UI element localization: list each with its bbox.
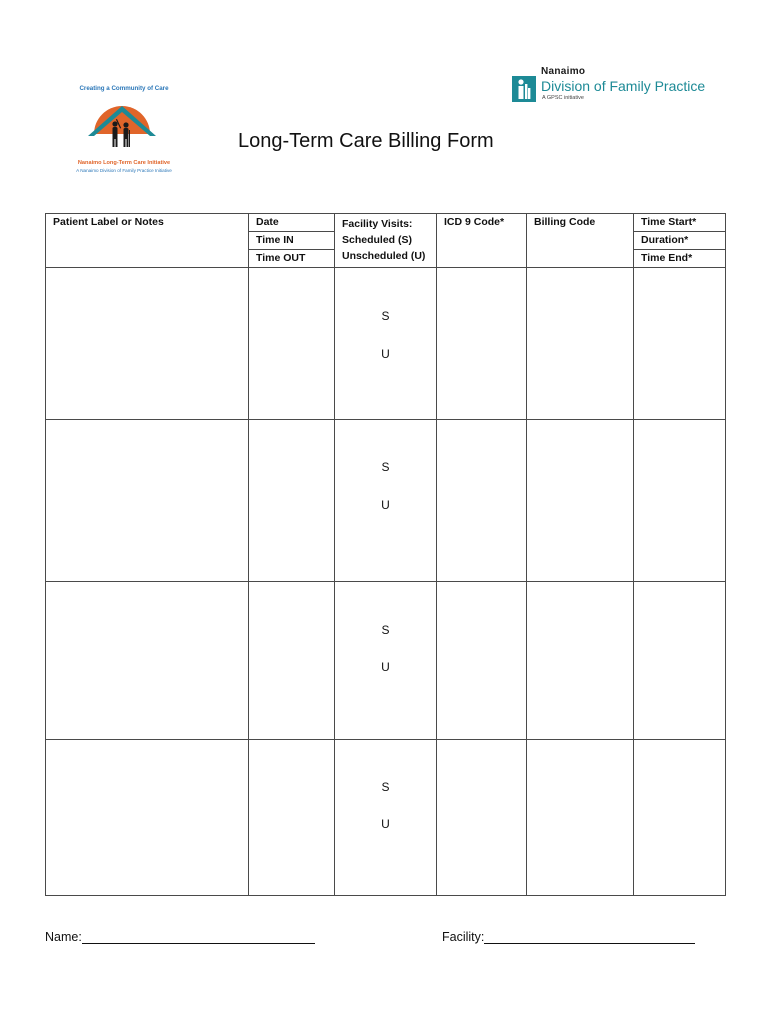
icd9-code-cell[interactable] bbox=[437, 420, 527, 582]
table-header-row bbox=[46, 214, 726, 268]
logo-division-sub: A GPSC initiative bbox=[542, 95, 584, 101]
patient-notes-cell[interactable] bbox=[46, 740, 249, 896]
scheduled-option[interactable]: S bbox=[381, 309, 390, 323]
header-facility-visits bbox=[335, 214, 437, 268]
facility-input-line[interactable] bbox=[484, 929, 695, 944]
unscheduled-option[interactable]: U bbox=[381, 817, 390, 831]
header-time-start: Time Start* bbox=[641, 216, 697, 228]
table-row bbox=[46, 420, 726, 582]
header-billing-code: Billing Code bbox=[527, 214, 634, 268]
facility-field bbox=[442, 929, 695, 944]
scheduled-option[interactable]: S bbox=[381, 460, 390, 474]
header-patient-label: Patient Label or Notes bbox=[46, 214, 249, 268]
table-row bbox=[46, 268, 726, 420]
icd9-code-cell[interactable] bbox=[437, 268, 527, 420]
logo-name: Nanaimo Long-Term Care Initiative bbox=[77, 160, 171, 166]
time-duration-cell[interactable] bbox=[634, 268, 726, 420]
visit-type-cell[interactable] bbox=[335, 420, 437, 582]
name-label: Name: bbox=[45, 930, 82, 944]
scheduled-option[interactable]: S bbox=[381, 780, 390, 794]
billing-code-cell[interactable] bbox=[527, 420, 634, 582]
facility-label: Facility: bbox=[442, 930, 485, 944]
billing-table bbox=[45, 213, 726, 896]
visit-type-cell[interactable] bbox=[335, 740, 437, 896]
header-visits-unscheduled: Unscheduled (U) bbox=[342, 250, 426, 262]
header-icd9-code: ICD 9 Code* bbox=[437, 214, 527, 268]
header-duration: Duration* bbox=[634, 231, 725, 249]
date-time-cell[interactable] bbox=[249, 268, 335, 420]
name-field bbox=[45, 929, 315, 944]
icd9-code-cell[interactable] bbox=[437, 582, 527, 740]
visit-type-cell[interactable] bbox=[335, 268, 437, 420]
scheduled-option[interactable]: S bbox=[381, 623, 390, 637]
date-time-cell[interactable] bbox=[249, 582, 335, 740]
time-duration-cell[interactable] bbox=[634, 740, 726, 896]
header-time-out: Time OUT bbox=[249, 249, 334, 267]
family-practice-icon bbox=[512, 76, 536, 102]
division-family-practice-logo bbox=[512, 66, 722, 106]
logo-subline: A Nanaimo Division of Family Practice Initiative bbox=[76, 168, 172, 173]
header-time-duration bbox=[634, 214, 726, 268]
header-visits-scheduled: Scheduled (S) bbox=[342, 234, 413, 246]
header-time-end: Time End* bbox=[634, 249, 725, 267]
unscheduled-option[interactable]: U bbox=[381, 660, 390, 674]
billing-code-cell[interactable] bbox=[527, 268, 634, 420]
table-row bbox=[46, 740, 726, 896]
header-date-time bbox=[249, 214, 335, 268]
name-input-line[interactable] bbox=[82, 929, 315, 944]
page-title: Long-Term Care Billing Form bbox=[238, 130, 494, 152]
logo-division-title: Division of Family Practice bbox=[541, 78, 706, 94]
billing-code-cell[interactable] bbox=[527, 582, 634, 740]
unscheduled-option[interactable]: U bbox=[381, 498, 390, 512]
patient-notes-cell[interactable] bbox=[46, 420, 249, 582]
icd9-code-cell[interactable] bbox=[437, 740, 527, 896]
logo-city: Nanaimo bbox=[541, 66, 586, 77]
ltc-initiative-logo bbox=[66, 82, 182, 178]
logo-tagline: Creating a Community of Care bbox=[79, 85, 169, 92]
unscheduled-option[interactable]: U bbox=[381, 347, 390, 361]
billing-code-cell[interactable] bbox=[527, 740, 634, 896]
patient-notes-cell[interactable] bbox=[46, 268, 249, 420]
visit-type-cell[interactable] bbox=[335, 582, 437, 740]
patient-notes-cell[interactable] bbox=[46, 582, 249, 740]
table-row bbox=[46, 582, 726, 740]
header-visits-title: Facility Visits: bbox=[342, 218, 413, 230]
header-date: Date bbox=[256, 216, 279, 228]
date-time-cell[interactable] bbox=[249, 740, 335, 896]
header-time-in: Time IN bbox=[249, 231, 334, 249]
time-duration-cell[interactable] bbox=[634, 420, 726, 582]
time-duration-cell[interactable] bbox=[634, 582, 726, 740]
date-time-cell[interactable] bbox=[249, 420, 335, 582]
